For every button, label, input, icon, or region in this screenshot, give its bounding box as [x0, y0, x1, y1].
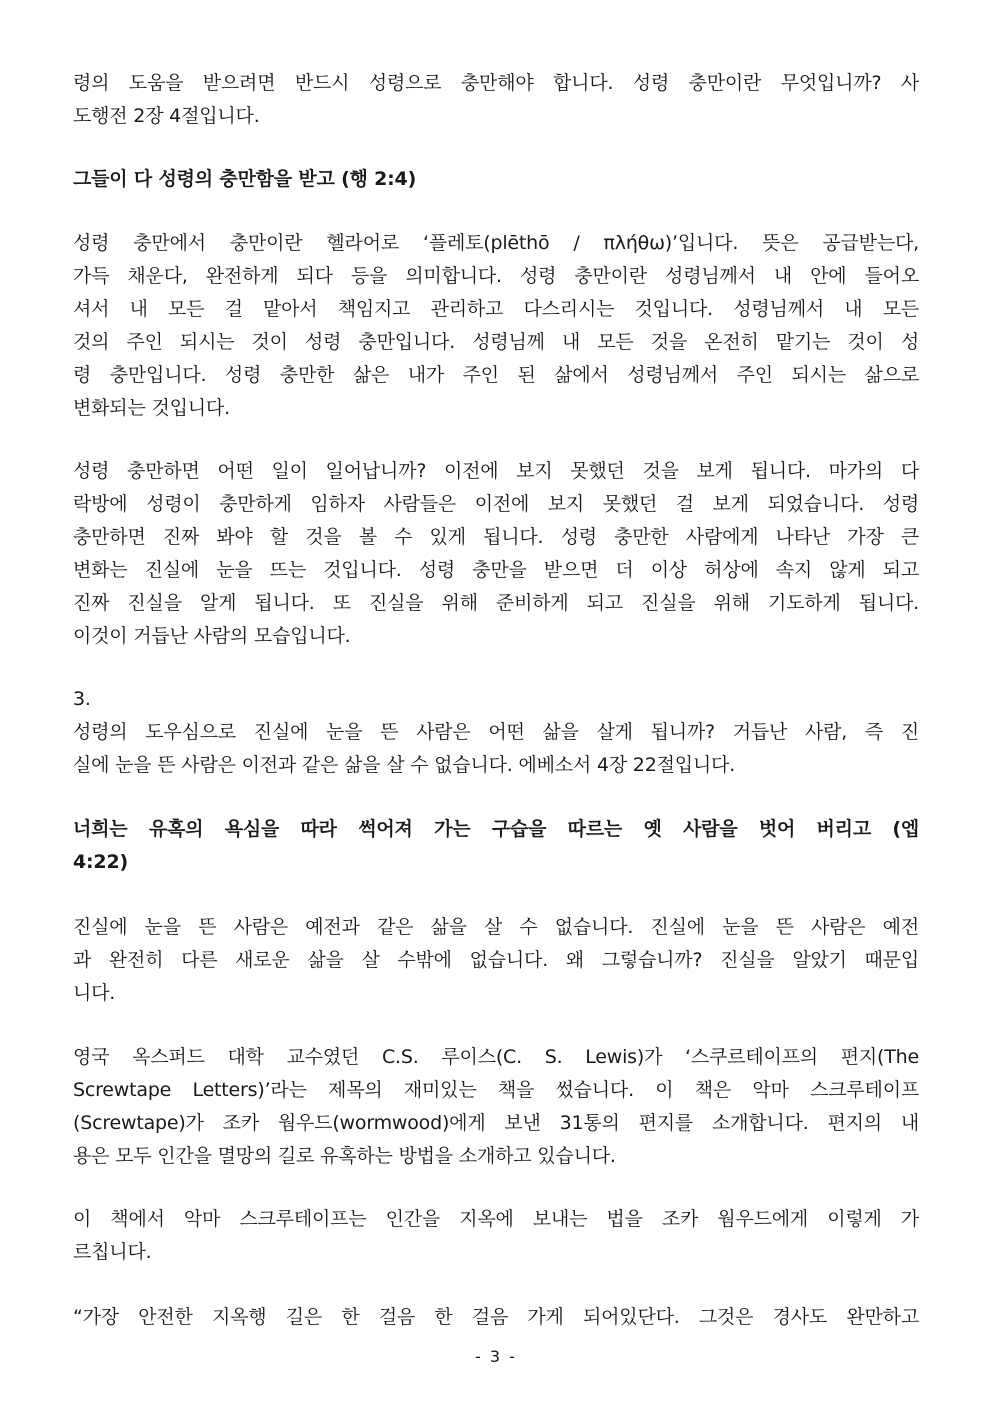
- text-line: 과 완전히 다른 새로운 삶을 살 수밖에 없습니다. 왜 그렇습니까? 진실을 알았기 때문입: [73, 949, 919, 971]
- paragraph: [73, 1301, 919, 1334]
- text-line: 변화되는 것입니다.: [73, 397, 230, 419]
- text-line: 너희는 유혹의 욕심을 따라 썩어져 가는 구습을 따르는 옛 사람을 벗어 버리고 (엡: [73, 818, 919, 840]
- text-line: 그들이 다 성령의 충만함을 받고 (행 2:4): [73, 168, 417, 190]
- text-line: Screwtape Letters)’라는 제목의 재미있는 책을 썼습니다. 이 책은 악마 스크루테이프: [73, 1079, 919, 1101]
- text-line: 충만하면 진짜 봐야 할 것을 볼 수 있게 됩니다. 성령 충만한 사람에게 나타난 가장 큰: [73, 526, 919, 548]
- text-line: 실에 눈을 뜬 사람은 이전과 같은 삶을 살 수 없습니다. 에베소서 4장 22절입니다.: [73, 754, 736, 776]
- scripture-quote: [73, 813, 919, 879]
- scripture-quote: [73, 163, 919, 196]
- text-line: 성령 충만하면 어떤 일이 일어납니까? 이전에 보지 못했던 것을 보게 됩니다. 마가의 다: [73, 460, 919, 482]
- paragraph: [73, 227, 919, 425]
- text-line: 이것이 거듭난 사람의 모습입니다.: [73, 625, 351, 647]
- text-line: 락방에 성령이 충만하게 임하자 사람들은 이전에 보지 못했던 걸 보게 되었습니다. 성령: [73, 493, 919, 515]
- text-line: 것의 주인 되시는 것이 성령 충만입니다. 성령님께 내 모든 것을 온전히 맡기는 것이 성: [73, 331, 919, 353]
- text-line: 진짜 진실을 알게 됩니다. 또 진실을 위해 준비하게 되고 진실을 위해 기도하게 됩니다.: [73, 592, 919, 614]
- text-line: 르칩니다.: [73, 1241, 152, 1263]
- text-line: 셔서 내 모든 걸 맡아서 책임지고 관리하고 다스리시는 것입니다. 성령님께서 내 모든: [73, 298, 919, 320]
- text-line: 진실에 눈을 뜬 사람은 예전과 같은 삶을 살 수 없습니다. 진실에 눈을 뜬 사람은 예전: [73, 916, 919, 938]
- text-line: 성령 충만에서 충만이란 헬라어로 ‘플레토(plēthō / πλήθω)’입니다. 뜻은 공급받는다,: [73, 232, 919, 254]
- text-line: 성령의 도우심으로 진실에 눈을 뜬 사람은 어떤 삶을 살게 됩니까? 거듭난 사람, 즉 진: [73, 721, 919, 743]
- text-line: 영국 옥스퍼드 대학 교수였던 C.S. 루이스(C. S. Lewis)가 ‘스쿠르테이프의 편지(The: [73, 1046, 919, 1068]
- text-line: 용은 모두 인간을 멸망의 길로 유혹하는 방법을 소개하고 있습니다.: [73, 1145, 616, 1167]
- text-line: 도행전 2장 4절입니다.: [73, 105, 260, 127]
- text-line: “가장 안전한 지옥행 길은 한 걸음 한 걸음 가게 되어있단다. 그것은 경사도 완만하고: [73, 1306, 919, 1328]
- text-line: 4:22): [73, 851, 128, 873]
- paragraph: [73, 1203, 919, 1269]
- section-number: 3.: [73, 688, 91, 710]
- text-line: 가득 채운다, 완전하게 되다 등을 의미합니다. 성령 충만이란 성령님께서 내 안에 들어오: [73, 265, 919, 287]
- text-line: 령의 도움을 받으려면 반드시 성령으로 충만해야 합니다. 성령 충만이란 무엇입니까? 사: [73, 72, 919, 94]
- text-line: 변화는 진실에 눈을 뜨는 것입니다. 성령 충만을 받으면 더 이상 허상에 속지 않게 되고: [73, 559, 919, 581]
- paragraph: [73, 911, 919, 1010]
- paragraph: [73, 455, 919, 653]
- text-line: 니다.: [73, 982, 116, 1004]
- paragraph: [73, 1041, 919, 1173]
- text-line: (Screwtape)가 조카 웜우드(wormwood)에게 보낸 31통의 편지를 소개합니다. 편지의 내: [73, 1112, 919, 1134]
- page-number: - 3 -: [475, 1347, 517, 1366]
- text-line: 이 책에서 악마 스크루테이프는 인간을 지옥에 보내는 법을 조카 웜우드에게 이렇게 가: [73, 1208, 919, 1230]
- paragraph: [73, 683, 919, 782]
- paragraph: [73, 67, 919, 133]
- text-line: 령 충만입니다. 성령 충만한 삶은 내가 주인 된 삶에서 성령님께서 주인 되시는 삶으로: [73, 364, 919, 386]
